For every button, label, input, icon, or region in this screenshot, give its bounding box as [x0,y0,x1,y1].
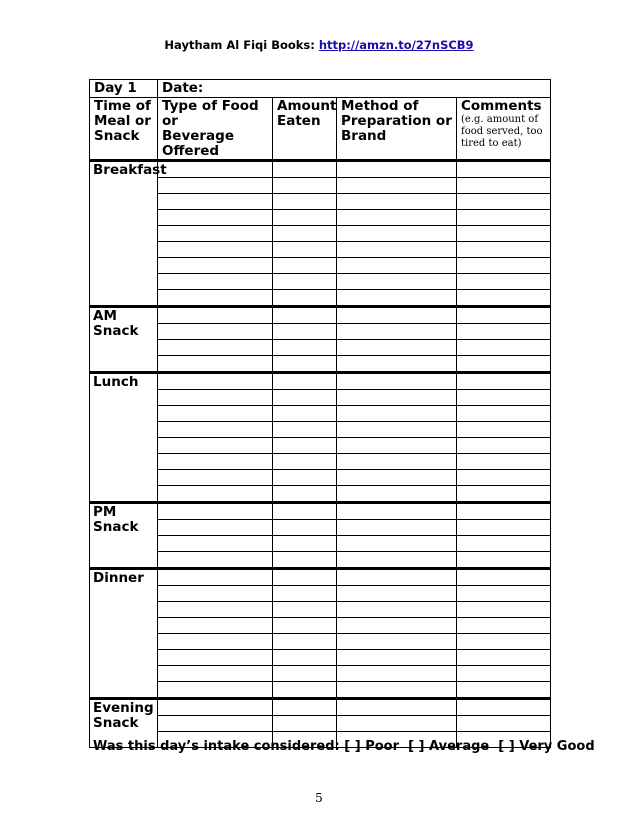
entry-cell[interactable] [158,552,273,569]
entry-cell[interactable] [337,520,457,536]
table-row [90,274,551,290]
entry-cell[interactable] [337,258,457,274]
entry-cell[interactable] [158,406,273,422]
food-log-table [89,79,551,748]
entry-cell[interactable] [457,274,551,290]
entry-cell[interactable] [273,503,337,520]
entry-cell[interactable] [158,634,273,650]
entry-cell[interactable] [158,373,273,390]
entry-cell[interactable] [457,390,551,406]
entry-cell[interactable] [158,716,273,732]
entry-cell[interactable] [457,666,551,682]
entry-cell[interactable] [457,422,551,438]
entry-cell[interactable] [273,242,337,258]
entry-cell[interactable] [337,454,457,470]
table-row [90,210,551,226]
date-label: Date: [158,80,551,98]
entry-cell[interactable] [158,520,273,536]
entry-cell[interactable] [337,226,457,242]
entry-cell[interactable] [457,650,551,666]
table-row [90,373,551,390]
entry-cell[interactable] [273,356,337,373]
entry-cell[interactable] [457,618,551,634]
meal-label: PM Snack [90,503,158,569]
table-row [90,634,551,650]
entry-cell[interactable] [457,373,551,390]
entry-cell[interactable] [273,340,337,356]
entry-cell[interactable] [273,470,337,486]
entry-cell[interactable] [457,242,551,258]
entry-cell[interactable] [457,503,551,520]
entry-cell[interactable] [158,666,273,682]
table-row [90,602,551,618]
table-row [90,178,551,194]
table-row [90,356,551,373]
entry-cell[interactable] [457,536,551,552]
intake-question [93,739,595,754]
intake-question-text: Was this day’s intake considered: [93,739,340,754]
entry-cell[interactable] [273,602,337,618]
table-row [90,716,551,732]
entry-cell[interactable] [337,242,457,258]
entry-cell[interactable] [457,178,551,194]
option-very-good[interactable]: [ ] Very Good [498,739,595,754]
entry-cell[interactable] [273,161,337,178]
entry-cell[interactable] [337,666,457,682]
entry-cell[interactable] [273,520,337,536]
entry-cell[interactable] [273,258,337,274]
option-average[interactable]: [ ] Average [408,739,490,754]
entry-cell[interactable] [158,699,273,716]
entry-cell[interactable] [158,470,273,486]
entry-cell[interactable] [273,586,337,602]
table-row [90,454,551,470]
entry-cell[interactable] [273,536,337,552]
entry-cell[interactable] [457,716,551,732]
entry-cell[interactable] [273,307,337,324]
entry-cell[interactable] [457,634,551,650]
entry-cell[interactable] [273,552,337,569]
entry-cell[interactable] [273,666,337,682]
entry-cell[interactable] [337,340,457,356]
table-row [90,503,551,520]
entry-cell[interactable] [158,307,273,324]
entry-cell[interactable] [337,682,457,699]
entry-cell[interactable] [273,274,337,290]
entry-cell[interactable] [457,520,551,536]
entry-cell[interactable] [457,602,551,618]
entry-cell[interactable] [273,226,337,242]
day-label: Day 1 [90,80,158,98]
entry-cell[interactable] [158,274,273,290]
entry-cell[interactable] [337,178,457,194]
entry-cell[interactable] [273,650,337,666]
entry-cell[interactable] [337,324,457,340]
table-row [90,422,551,438]
table-row [90,290,551,307]
entry-cell[interactable] [273,699,337,716]
entry-cell[interactable] [457,290,551,307]
entry-cell[interactable] [457,486,551,503]
entry-cell[interactable] [158,586,273,602]
entry-cell[interactable] [457,454,551,470]
entry-cell[interactable] [337,699,457,716]
entry-cell[interactable] [158,422,273,438]
header-prefix: Haytham Al Fiqi Books: [164,38,319,52]
entry-cell[interactable] [158,324,273,340]
entry-cell[interactable] [273,486,337,503]
entry-cell[interactable] [158,618,273,634]
entry-cell[interactable] [273,324,337,340]
meal-label: Evening Snack [90,699,158,748]
entry-cell[interactable] [337,210,457,226]
meal-label: Dinner [90,569,158,699]
entry-cell[interactable] [273,716,337,732]
entry-cell[interactable] [337,356,457,373]
method-column-header: Method of Preparation or Brand [337,98,457,161]
meal-label: Breakfast [90,161,158,307]
entry-cell[interactable] [337,618,457,634]
entry-cell[interactable] [158,210,273,226]
entry-cell[interactable] [273,682,337,699]
entry-cell[interactable] [457,210,551,226]
table-row [90,486,551,503]
entry-cell[interactable] [158,194,273,210]
entry-cell[interactable] [158,438,273,454]
entry-cell[interactable] [158,682,273,699]
entry-cell[interactable] [158,390,273,406]
entry-cell[interactable] [457,258,551,274]
entry-cell[interactable] [457,226,551,242]
entry-cell[interactable] [273,422,337,438]
entry-cell[interactable] [457,438,551,454]
entry-cell[interactable] [273,406,337,422]
entry-cell[interactable] [158,536,273,552]
entry-cell[interactable] [457,194,551,210]
entry-cell[interactable] [457,470,551,486]
entry-cell[interactable] [457,406,551,422]
entry-cell[interactable] [457,552,551,569]
entry-cell[interactable] [337,470,457,486]
entry-cell[interactable] [457,356,551,373]
table-row [90,307,551,324]
entry-cell[interactable] [337,486,457,503]
table-row [90,520,551,536]
table-row [90,242,551,258]
entry-cell[interactable] [337,390,457,406]
entry-cell[interactable] [337,161,457,178]
table-row [90,470,551,486]
page-number: 5 [315,791,323,805]
table-row [90,406,551,422]
entry-cell[interactable] [158,486,273,503]
table-row [90,552,551,569]
entry-cell[interactable] [158,356,273,373]
meal-label: AM Snack [90,307,158,373]
entry-cell[interactable] [457,340,551,356]
table-row [90,666,551,682]
entry-cell[interactable] [457,569,551,586]
entry-cell[interactable] [337,602,457,618]
table-row [90,161,551,178]
entry-cell[interactable] [337,290,457,307]
amazon-link[interactable]: http://amzn.to/27nSCB9 [318,38,474,52]
entry-cell[interactable] [457,307,551,324]
entry-cell[interactable] [158,602,273,618]
table-row [90,258,551,274]
table-row [90,226,551,242]
table-row [90,682,551,699]
entry-cell[interactable] [337,586,457,602]
table-row [90,650,551,666]
entry-cell[interactable] [273,178,337,194]
entry-cell[interactable] [457,324,551,340]
entry-cell[interactable] [337,552,457,569]
table-row [90,438,551,454]
meal-label: Lunch [90,373,158,503]
table-row [90,390,551,406]
amount-column-header: Amount Eaten [273,98,337,161]
entry-cell[interactable] [273,390,337,406]
entry-cell[interactable] [337,274,457,290]
table-row [90,618,551,634]
day-row [90,80,551,98]
entry-cell[interactable] [158,340,273,356]
option-poor[interactable]: [ ] Poor [344,739,400,754]
entry-cell[interactable] [273,618,337,634]
entry-cell[interactable] [273,569,337,586]
table-row [90,340,551,356]
entry-cell[interactable] [457,586,551,602]
entry-cell[interactable] [457,161,551,178]
entry-cell[interactable] [273,454,337,470]
page-header [0,38,638,52]
entry-cell[interactable] [337,438,457,454]
entry-cell[interactable] [337,536,457,552]
entry-cell[interactable] [273,290,337,307]
entry-cell[interactable] [158,242,273,258]
meal-sections [90,161,551,748]
entry-cell[interactable] [337,569,457,586]
entry-cell[interactable] [158,290,273,307]
entry-cell[interactable] [337,503,457,520]
time-column-header: Time of Meal or Snack [90,98,158,161]
entry-cell[interactable] [158,258,273,274]
entry-cell[interactable] [158,569,273,586]
table-row [90,536,551,552]
table-row [90,569,551,586]
entry-cell[interactable] [158,454,273,470]
column-header-row [90,98,551,161]
table-row [90,586,551,602]
entry-cell[interactable] [158,178,273,194]
food-column-header: Type of Food or Beverage Offered [158,98,273,161]
table-row [90,324,551,340]
entry-cell[interactable] [273,634,337,650]
entry-cell[interactable] [273,210,337,226]
entry-cell[interactable] [457,682,551,699]
entry-cell[interactable] [337,422,457,438]
table-row [90,699,551,716]
entry-cell[interactable] [337,650,457,666]
entry-cell[interactable] [337,716,457,732]
entry-cell[interactable] [273,438,337,454]
entry-cell[interactable] [337,634,457,650]
entry-cell[interactable] [337,406,457,422]
entry-cell[interactable] [158,650,273,666]
entry-cell[interactable] [158,226,273,242]
entry-cell[interactable] [273,194,337,210]
entry-cell[interactable] [158,503,273,520]
entry-cell[interactable] [273,373,337,390]
entry-cell[interactable] [337,373,457,390]
comments-column-header: Comments (e.g. amount of food served, too tired to eat) [457,98,551,161]
entry-cell[interactable] [337,194,457,210]
entry-cell[interactable] [158,161,273,178]
table-row [90,194,551,210]
entry-cell[interactable] [457,699,551,716]
entry-cell[interactable] [337,307,457,324]
